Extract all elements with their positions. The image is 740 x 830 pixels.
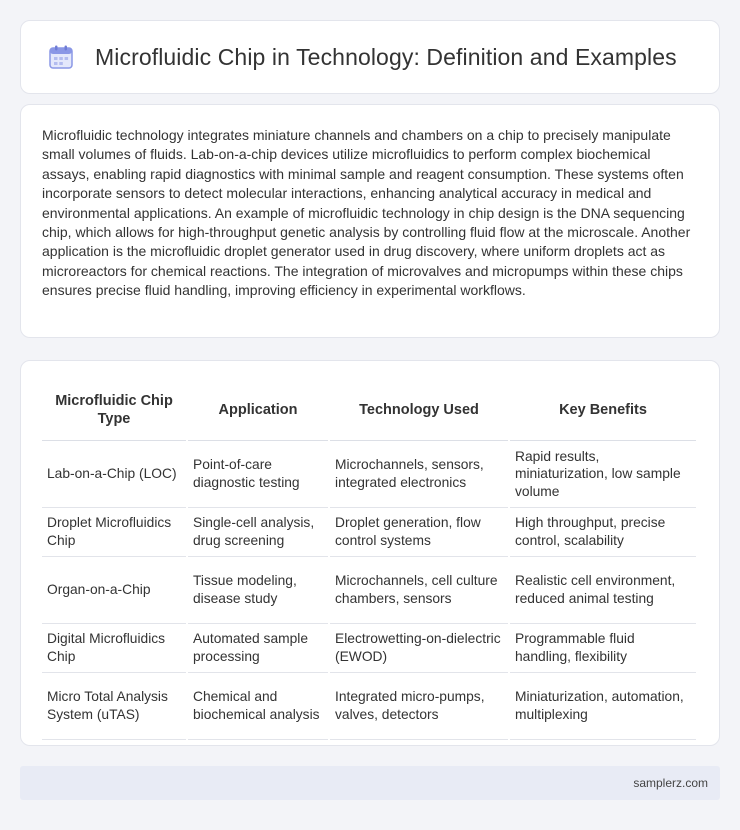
table-cell: Micro Total Analysis System (uTAS) [42,673,186,740]
column-header: Microfluidic Chip Type [42,379,186,441]
column-header: Key Benefits [510,379,696,441]
table-cell: Microchannels, sensors, integrated electronics [330,441,508,508]
table-cell: Single-cell analysis, drug screening [188,508,328,557]
header-card [20,20,720,94]
calendar-icon [47,43,75,71]
table-cell: Digital Microfluidics Chip [42,624,186,673]
table-cell: Droplet generation, flow control systems [330,508,508,557]
table-cell: Integrated micro-pumps, valves, detectors [330,673,508,740]
table-cell: Miniaturization, automation, multiplexing [510,673,696,740]
table-row [42,508,696,557]
table-cell: Tissue modeling, disease study [188,557,328,624]
intro-card [20,104,720,338]
table-cell: Organ-on-a-Chip [42,557,186,624]
table-card [20,360,720,746]
table-cell: Electrowetting-on-dielectric (EWOD) [330,624,508,673]
page-title: Microfluidic Chip in Technology: Definition and Examples [95,43,677,70]
footer-site-link[interactable]: samplerz.com [633,776,708,790]
table-cell: Microchannels, cell culture chambers, sensors [330,557,508,624]
column-header: Application [188,379,328,441]
table-cell: Rapid results, miniaturization, low sample volume [510,441,696,508]
table-cell: Lab-on-a-Chip (LOC) [42,441,186,508]
table-row [42,624,696,673]
footer [20,766,720,800]
chip-types-table [40,379,698,740]
table-row [42,441,696,508]
table-cell: Programmable fluid handling, flexibility [510,624,696,673]
table-cell: Automated sample processing [188,624,328,673]
table-cell: High throughput, precise control, scalability [510,508,696,557]
table-cell: Droplet Microfluidics Chip [42,508,186,557]
table-cell: Point-of-care diagnostic testing [188,441,328,508]
table-cell: Chemical and biochemical analysis [188,673,328,740]
table-header-row [42,379,696,441]
column-header: Technology Used [330,379,508,441]
table-cell: Realistic cell environment, reduced animal testing [510,557,696,624]
table-row [42,673,696,740]
table-row [42,557,696,624]
intro-paragraph: Microfluidic technology integrates miniature channels and chambers on a chip to precisely manipulate small volumes of fluids. Lab-on-a-chip devices utilize microfluidics to perform complex biochemical assays, enabling rapid diagnostics with minimal sample and reagent consumption. These systems often incorporate sensors to detect molecular interactions, enhancing analytical accuracy in medical and environmental applications. An example of microfluidic technology in chip design is the DNA sequencing chip, which allows for high-throughput genetic analysis by controlling fluid flow at the microscale. Another application is the microfluidic droplet generator used in drug discovery, where uniform droplets act as microreactors for chemical reactions. The integration of microvalves and micropumps within these chips ensures precise fluid handling, improving efficiency in experimental workflows. [42,127,691,299]
